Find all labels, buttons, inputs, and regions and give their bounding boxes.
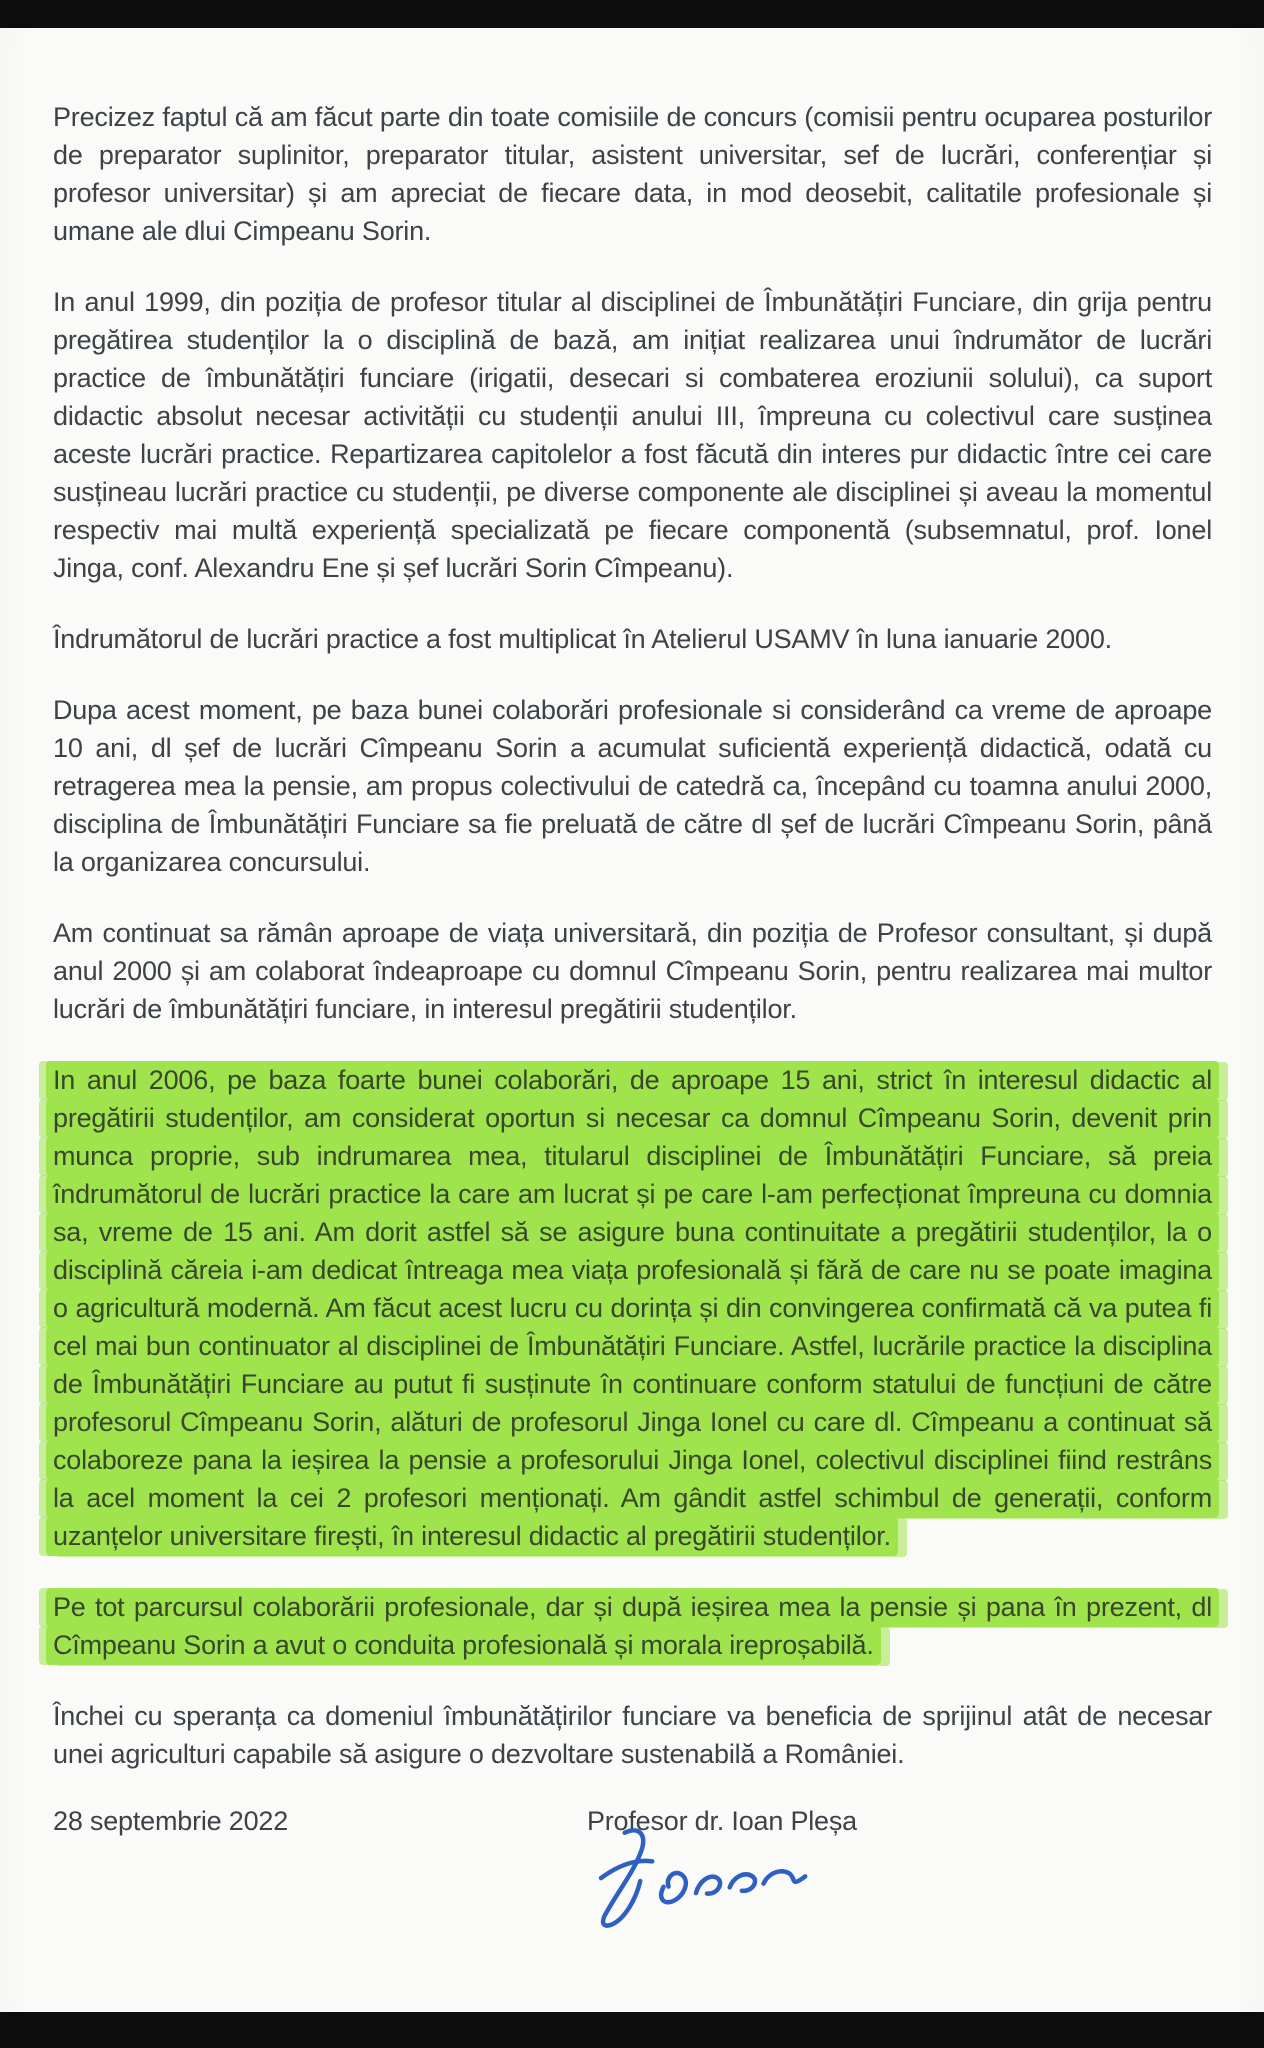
letter-body (53, 98, 1212, 1927)
highlighted-paragraph (53, 1061, 1212, 1555)
paragraph-text: In anul 2006, pe baza foarte bunei colaborări, de aproape 15 ani, strict în interesul didactic al pregătirii studenților, am considerat oportun si necesar ca domnul Cîmpeanu Sorin, devenit prin munca proprie, sub indrumarea mea, titularul disciplinei de Îmbunătățiri Funciare, să preia îndrumătorul de lucrări practice la care am lucrat și pe care l-am perfecționat împreuna cu domnia sa, vreme de 15 ani. Am dorit astfel să se asigure buna continuitate a pregătirii studenților, la o disciplină căreia i-am dedicat întreaga mea viața profesională și fără de care nu se poate imagina o agricultură modernă. Am făcut acest lucru cu dorința și din convingerea confirmată că va putea fi cel mai bun continuator al disciplinei de Îmbunătățiri Funciare. Astfel, lucrările practice la disciplina de Îmbunătățiri Funciare au putut fi susținute în continuare conform statului de funcțiuni de către profesorul Cîmpeanu Sorin, alături de profesorul Jinga Ionel cu care dl. Cîmpeanu a continuat să colaboreze pana la ieșirea la pensie a profesorului Jinga Ionel, colectivul disciplinei fiind restrâns la acel moment la cei 2 profesori menționați. Am gândit astfel schimbul de generații, conform uzanțelor universitare firești, în interesul didactic al pregătirii studenților. (46, 1061, 1219, 1556)
signature-ink-scribble (580, 1817, 815, 1933)
paragraph-text: Îndrumătorul de lucrări practice a fost multiplicat în Atelierul USAMV în luna ianuarie 2000. (53, 624, 1112, 654)
letter-date: 28 septembrie 2022 (53, 1806, 289, 1836)
paragraphs-container (53, 98, 1212, 1773)
paragraph (53, 620, 1212, 658)
signer-block (587, 1806, 857, 1927)
paragraph (53, 1697, 1212, 1773)
signature-row (53, 1806, 1212, 1927)
paragraph-text: Închei cu speranța ca domeniul îmbunătățirilor funciare va beneficia de sprijinul atât de necesar unei agriculturi capabile să asigure o dezvoltare sustenabilă a României. (53, 1701, 1212, 1769)
paragraph-text: In anul 1999, din poziția de profesor titular al disciplinei de Îmbunătățiri Funciare, din grija pentru pregătirea studenților la o disciplină de bază, am inițiat realizarea unui îndrumător de lucrări practice de îmbunătățiri funciare (irigatii, desecari si combaterea eroziunii solului), ca suport didactic absolut necesar activității cu studenții anului III, împreuna cu colectivul care susținea aceste lucrări practice. Repartizarea capitolelor a fost făcută din interes pur didactic între cei care susțineau lucrări practice cu studenții, pe diverse componente ale disciplinei și aveau la momentul respectiv mai multă experiență specializată pe fiecare componentă (subsemnatul, prof. Ionel Jinga, conf. Alexandru Ene și șef lucrări Sorin Cîmpeanu). (53, 287, 1212, 583)
signer-name: Profesor dr. Ioan Pleșa (586, 1806, 857, 1836)
paragraph-text: Dupa acest moment, pe baza bunei colaborări profesionale si considerând ca vreme de aproape 10 ani, dl șef de lucrări Cîmpeanu Sorin a acumulat suficientă experiență didactică, odată cu retragerea mea la pensie, am propus colectivului de catedră ca, începând cu toamna anului 2000, disciplina de Îmbunătățiri Funciare sa fie preluată de către dl șef de lucrări Cîmpeanu Sorin, până la organizarea concursului. (53, 695, 1212, 877)
highlighted-paragraph (53, 1588, 1212, 1664)
paragraph (53, 98, 1212, 250)
paragraph (53, 691, 1212, 881)
paragraph-text: Pe tot parcursul colaborării profesionale, dar și după ieșirea mea la pensie și pana în prezent, dl Cîmpeanu Sorin a avut o conduita profesională și morala ireproșabilă. (46, 1588, 1219, 1665)
paragraph (53, 914, 1212, 1028)
scan-edge-top (0, 0, 1264, 28)
paragraph (53, 283, 1212, 587)
scan-edge-bottom (0, 2012, 1264, 2048)
paragraph-text: Precizez faptul că am făcut parte din toate comisiile de concurs (comisii pentru ocuparea posturilor de preparator suplinitor, preparator titular, asistent universitar, sef de lucrări, conferențiar și profesor universitar) și am apreciat de fiecare data, in mod deosebit, calitatile profesionale și umane ale dlui Cimpeanu Sorin. (53, 102, 1212, 246)
paragraph-text: Am continuat sa rămân aproape de viața universitară, din poziția de Profesor consultant, și după anul 2000 și am colaborat îndeaproape cu domnul Cîmpeanu Sorin, pentru realizarea mai multor lucrări de îmbunătățiri funciare, in interesul pregătirii studenților. (53, 918, 1212, 1024)
